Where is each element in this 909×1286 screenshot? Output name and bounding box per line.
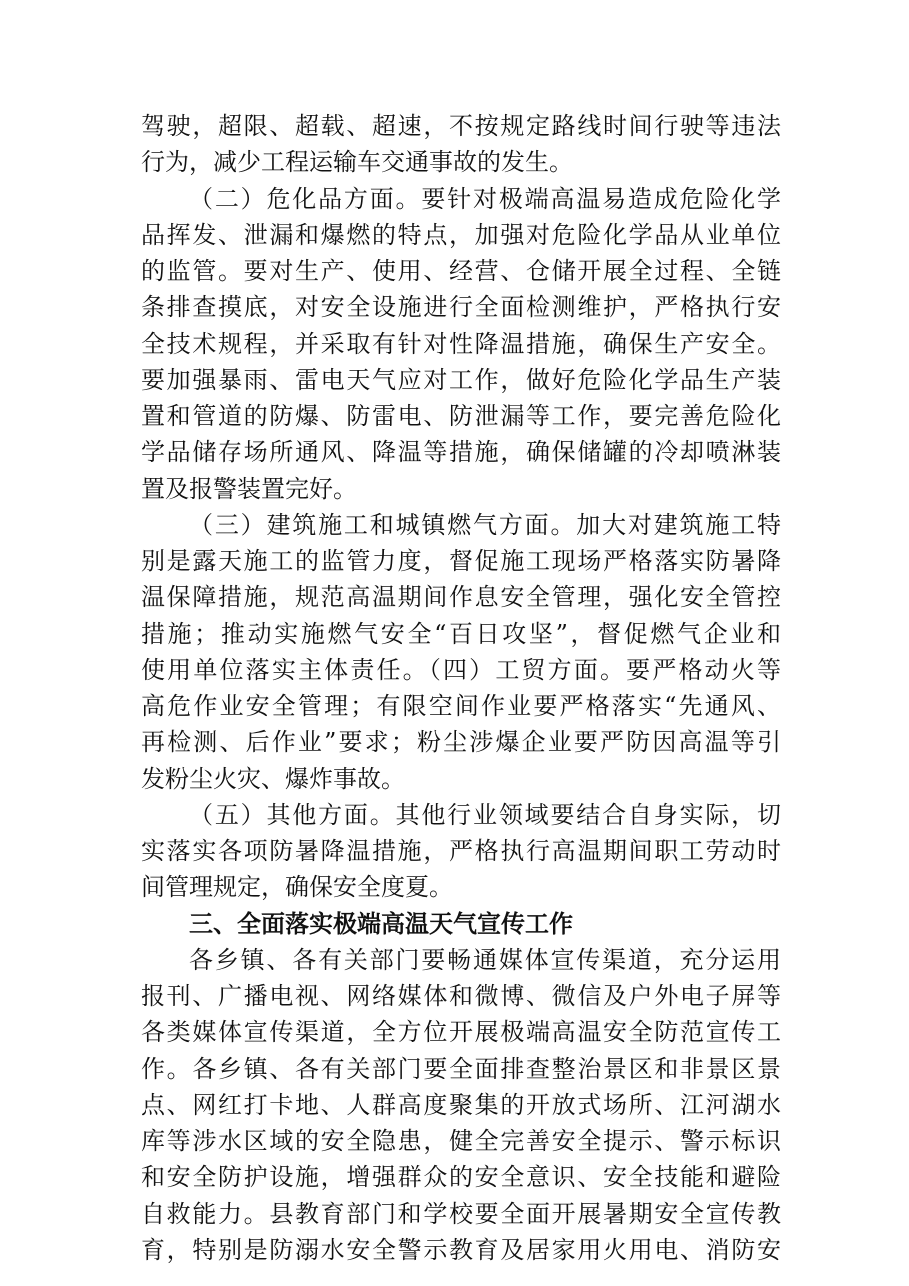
body-line: 要加强暴雨、雷电天气应对工作，做好危险化学品生产装 <box>141 365 781 394</box>
body-line: 间管理规定，确保安全度夏。 <box>141 873 453 902</box>
body-line: 库等涉水区域的安全隐患，健全完善安全提示、警示标识 <box>141 1127 781 1155</box>
body-line: 发粉尘火灾、爆炸事故。 <box>141 764 405 793</box>
body-line: 的监管。要对生产、使用、经营、仓储开展全过程、全链 <box>141 257 781 285</box>
body-line: 行为，减少工程运输车交通事故的发生。 <box>141 148 573 177</box>
body-line: 再检测、后作业”要求；粉尘涉爆企业要严防因高温等引 <box>141 728 781 757</box>
body-line: 别是露天施工的监管力度，督促施工现场严格落实防暑降 <box>141 547 781 575</box>
paragraph-first-line: （三）建筑施工和城镇燃气方面。加大对建筑施工特 <box>189 510 781 539</box>
body-line: 点、网红打卡地、人群高度聚集的开放式场所、江河湖水 <box>141 1090 781 1119</box>
section-heading: 三、全面落实极端高温天气宣传工作 <box>189 909 573 938</box>
body-line: 条排查摸底，对安全设施进行全面检测维护，严格执行安 <box>141 293 781 322</box>
body-line: 驾驶，超限、超载、超速，不按规定路线时间行驶等违法 <box>141 112 781 140</box>
body-line: 品挥发、泄漏和爆燃的特点，加强对危险化学品从业单位 <box>141 220 781 249</box>
body-line: 和安全防护设施，增强群众的安全意识、安全技能和避险 <box>141 1163 781 1192</box>
body-line: 实落实各项防暑降温措施，严格执行高温期间职工劳动时 <box>141 837 781 865</box>
body-line: 各类媒体宣传渠道，全方位开展极端高温安全防范宣传工 <box>141 1018 781 1047</box>
body-line: 温保障措施，规范高温期间作息安全管理，强化安全管控 <box>141 583 781 612</box>
body-line: 自救能力。县教育部门和学校要全面开展暑期安全宣传教 <box>141 1199 781 1228</box>
body-line: 高危作业安全管理；有限空间作业要严格落实“先通风、 <box>141 692 781 720</box>
paragraph-first-line: （五）其他方面。其他行业领域要结合自身实际，切 <box>189 800 781 829</box>
body-line: 措施；推动实施燃气安全“百日攻坚”，督促燃气企业和 <box>141 619 781 648</box>
body-line: 育，特别是防溺水安全警示教育及居家用火用电、消防安 <box>141 1235 781 1264</box>
paragraph-first-line: （二）危化品方面。要针对极端高温易造成危险化学 <box>189 184 781 213</box>
body-line: 置及报警装置完好。 <box>141 474 357 503</box>
document-body <box>141 108 781 1268</box>
body-line: 使用单位落实主体责任。（四）工贸方面。要严格动火等 <box>141 655 781 684</box>
body-line: 全技术规程，并采取有针对性降温措施，确保生产安全。 <box>141 329 781 358</box>
body-line: 置和管道的防爆、防雷电、防泄漏等工作，要完善危险化 <box>141 402 781 430</box>
body-line: 报刊、广播电视、网络媒体和微博、微信及户外电子屏等 <box>141 982 781 1010</box>
body-line: 作。各乡镇、各有关部门要全面排查整治景区和非景区景 <box>141 1054 781 1083</box>
body-line: 学品储存场所通风、降温等措施，确保储罐的冷却喷淋装 <box>141 438 781 467</box>
paragraph-first-line: 各乡镇、各有关部门要畅通媒体宣传渠道，充分运用 <box>189 945 781 974</box>
